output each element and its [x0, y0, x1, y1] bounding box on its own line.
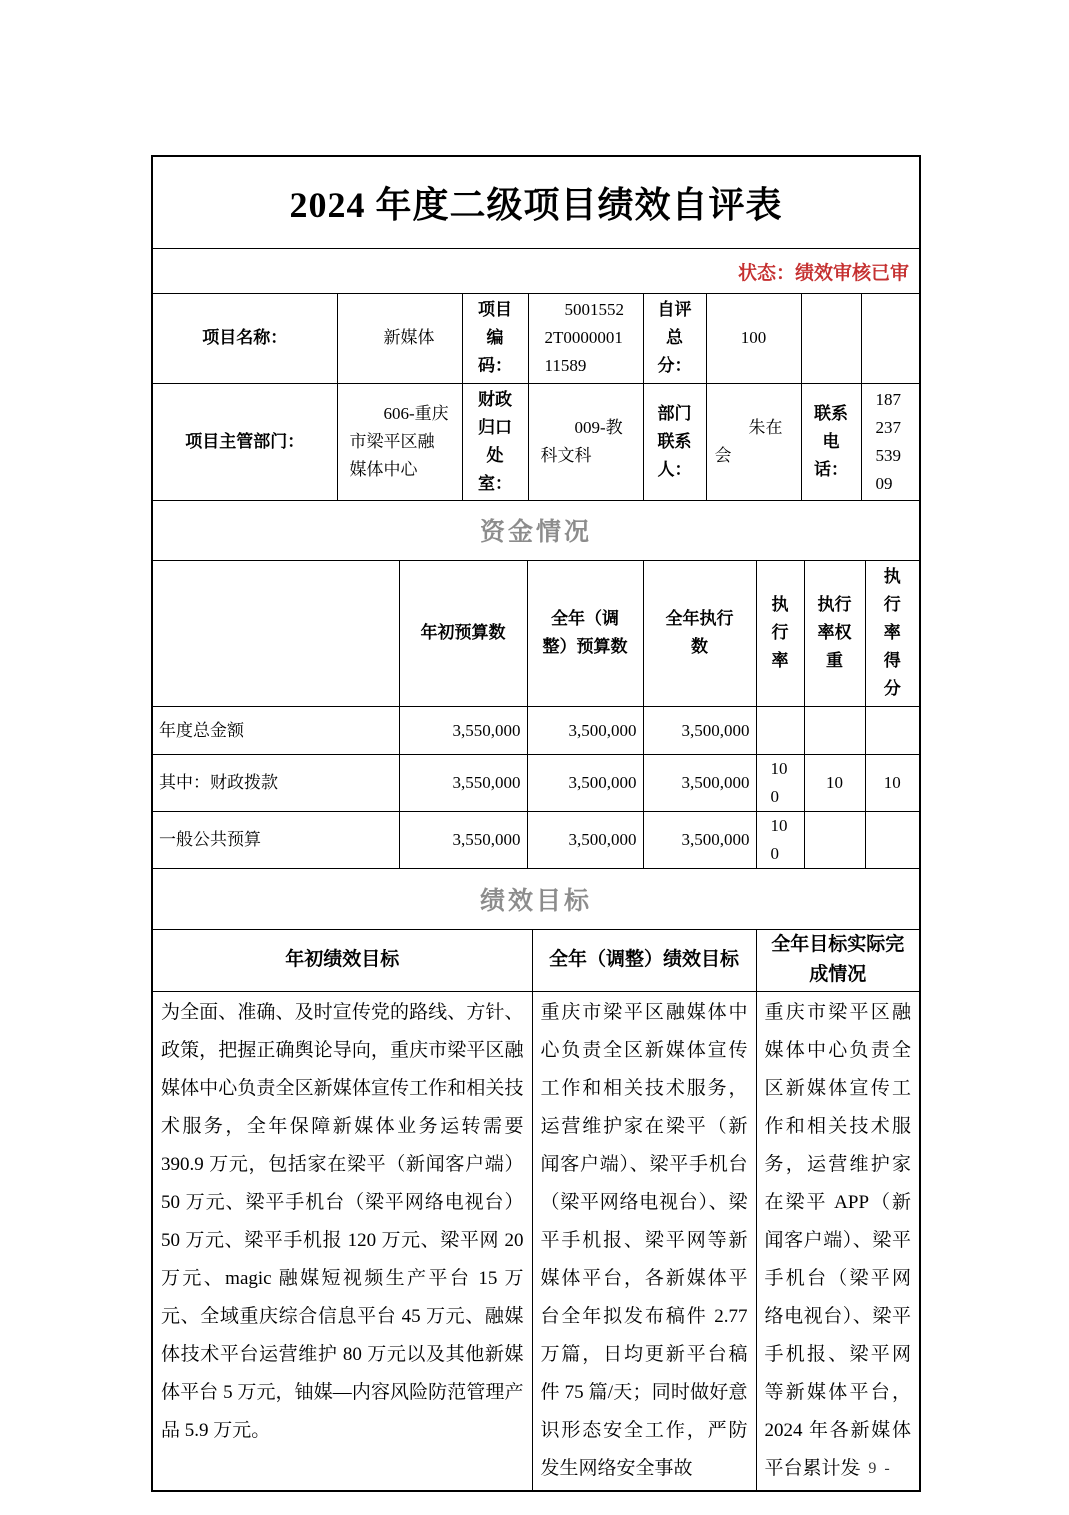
goals-content-row: [153, 991, 919, 1490]
contact-person-label: 部门联系人：: [643, 383, 706, 500]
project-name-value: 新媒体: [337, 294, 462, 383]
goals-header-actual: 全年目标实际完成情况: [756, 930, 919, 991]
goals-header-adjusted: 全年（调整）绩效目标: [532, 930, 756, 991]
funds-header-rate-score: 执行率得分: [865, 561, 919, 707]
self-score-label: 自评总分：: [643, 294, 706, 383]
rate-weight-value: [804, 812, 865, 869]
project-info-table: [153, 294, 919, 501]
funds-header-row: [153, 561, 919, 707]
executed-value: 3,500,000: [643, 812, 756, 869]
adjusted-budget-value: 3,500,000: [527, 812, 643, 869]
funds-table: [153, 561, 919, 870]
finance-office-label: 财政归口处室：: [462, 383, 528, 500]
goals-header-row: [153, 930, 919, 991]
funds-header-exec-rate: 执行率: [756, 561, 804, 707]
rate-weight-value: 10: [804, 755, 865, 812]
self-score-value: 100: [706, 294, 801, 383]
funds-header-executed: 全年执行数: [643, 561, 756, 707]
phone-value: 18723753909: [861, 383, 919, 500]
fund-row-label: 年度总金额: [153, 707, 399, 755]
funds-header-blank: [153, 561, 399, 707]
project-info-row-2: [153, 383, 919, 500]
empty-cell: [861, 294, 919, 383]
exec-rate-value: [756, 707, 804, 755]
goals-table: [153, 930, 919, 1490]
adjusted-budget-value: 3,500,000: [527, 755, 643, 812]
page-number: - 9 -: [855, 1460, 892, 1477]
project-name-label: 项目名称：: [153, 294, 337, 383]
funds-row-public-budget: [153, 812, 919, 869]
goals-section-title: 绩效目标: [153, 869, 919, 930]
funds-row-fiscal: [153, 755, 919, 812]
initial-budget-value: 3,550,000: [399, 812, 527, 869]
fund-row-label: 其中：财政拨款: [153, 755, 399, 812]
goal-initial-text: 为全面、准确、及时宣传党的路线、方针、政策，把握正确舆论导向，重庆市梁平区融媒体中心负责全区新媒体宣传工作和相关技术服务，全年保障新媒体业务运转需要 390.9 万元，包括家在梁平（新闻客户端）50 万元、梁平手机台（梁平网络电视台）50 万元、梁平手机报 120 万元、梁平网 20 万元、magic 融媒短视频生产平台 15 万元、全域重庆综合信息平台 45 万元、融媒体技术平台运营维护 80 万元以及其他新媒体平台 5 万元，铀媒—内容风险防范管理产品 5.9 万元。: [153, 991, 532, 1490]
rate-score-value: [865, 812, 919, 869]
initial-budget-value: 3,550,000: [399, 707, 527, 755]
adjusted-budget-value: 3,500,000: [527, 707, 643, 755]
funds-section-title: 资金情况: [153, 501, 919, 561]
funds-row-total: [153, 707, 919, 755]
initial-budget-value: 3,550,000: [399, 755, 527, 812]
executed-value: 3,500,000: [643, 707, 756, 755]
funds-header-adjusted-budget: 全年（调整）预算数: [527, 561, 643, 707]
rate-weight-value: [804, 707, 865, 755]
dept-label: 项目主管部门：: [153, 383, 337, 500]
page-title: 2024 年度二级项目绩效自评表: [153, 157, 919, 249]
goal-actual-text: 重庆市梁平区融媒体中心负责全区新媒体宣传工作和相关技术服务，运营维护家在梁平 APP（新闻客户端）、梁平手机台（梁平网络电视台）、梁平手机报、梁平网等新媒体平台，2024 年各新媒体平台累计发: [764, 1001, 911, 1479]
dept-value: 606-重庆市梁平区融媒体中心: [337, 383, 462, 500]
contact-person-value: 朱在会: [706, 383, 801, 500]
project-code-label: 项目编码：: [462, 294, 528, 383]
empty-cell: [801, 294, 861, 383]
exec-rate-value: 100: [756, 812, 804, 869]
rate-score-value: 10: [865, 755, 919, 812]
executed-value: 3,500,000: [643, 755, 756, 812]
finance-office-value: 009-教科文科: [528, 383, 643, 500]
project-code-value: 50015522T000000111589: [528, 294, 643, 383]
exec-rate-value: 100: [756, 755, 804, 812]
funds-header-rate-weight: 执行率权重: [804, 561, 865, 707]
fund-row-label: 一般公共预算: [153, 812, 399, 869]
goal-adjusted-text: 重庆市梁平区融媒体中心负责全区新媒体宣传工作和相关技术服务，运营维护家在梁平（新闻客户端）、梁平手机台（梁平网络电视台）、梁平手机报、梁平网等新媒体平台，各新媒体平台全年拟发布稿件 2.77 万篇，日均更新平台稿件 75 篇/天；同时做好意识形态安全工作，严防发生网络安全事故: [532, 991, 756, 1490]
funds-header-initial-budget: 年初预算数: [399, 561, 527, 707]
self-evaluation-table: [151, 155, 921, 1492]
status-badge: 状态：绩效审核已审: [153, 249, 919, 294]
phone-label: 联系电话：: [801, 383, 861, 500]
rate-score-value: [865, 707, 919, 755]
project-info-row-1: [153, 294, 919, 383]
goals-header-initial: 年初绩效目标: [153, 930, 532, 991]
